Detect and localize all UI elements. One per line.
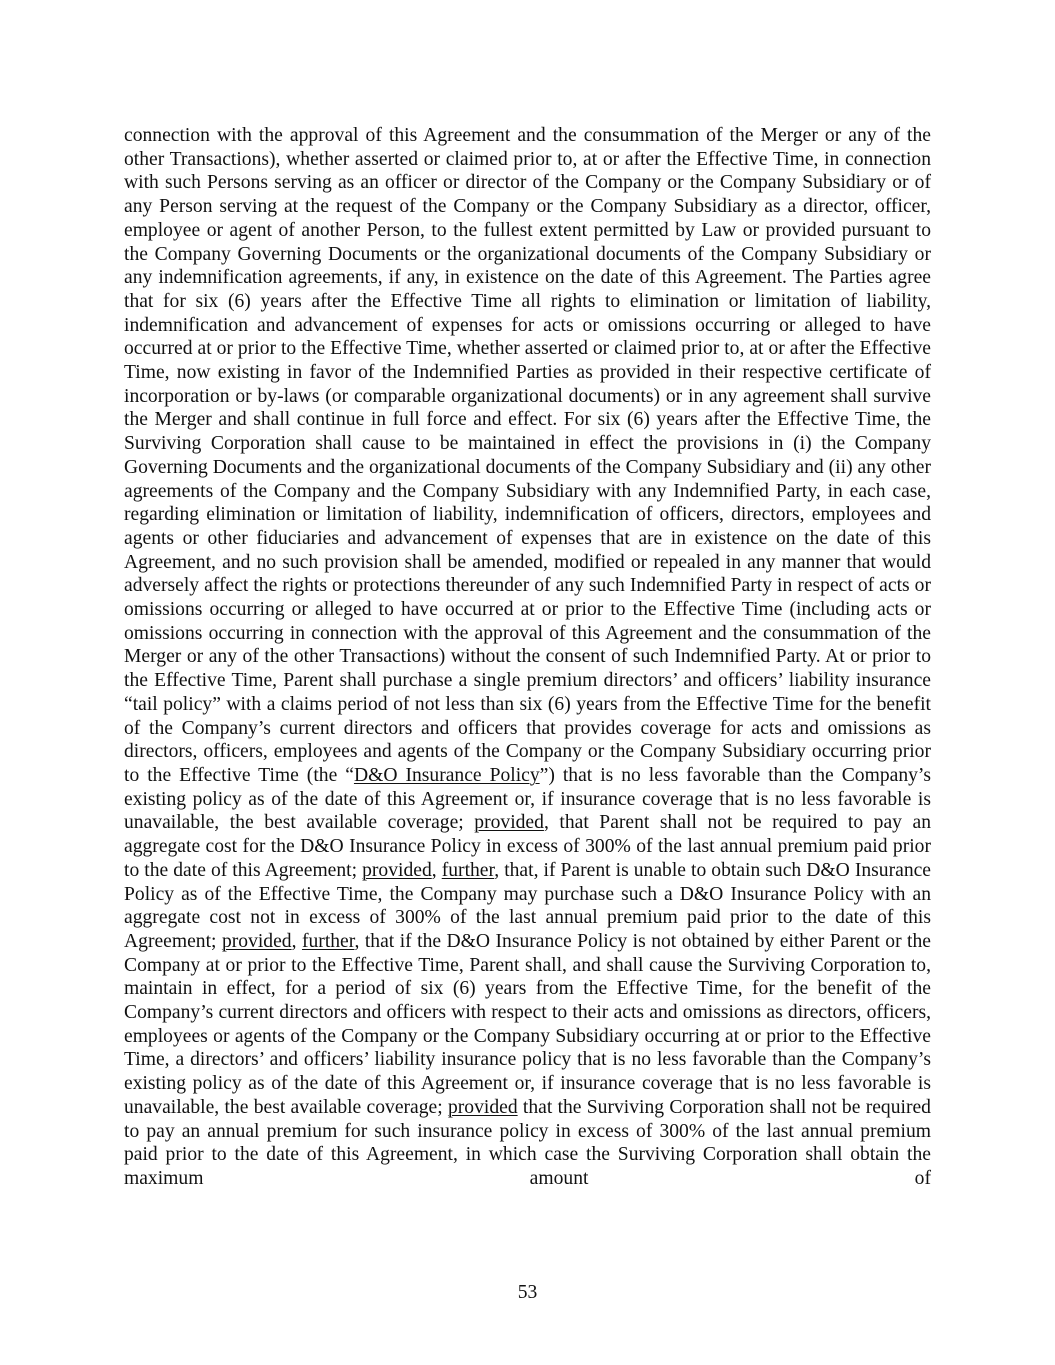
underlined-term-provided: provided (362, 859, 432, 881)
text-segment: , (431, 859, 442, 881)
page-number: 53 (517, 1282, 538, 1303)
text-segment: , that Parent shall not be required to pay an aggregate cost for the D&O Insurance Policy in excess of 300% of the last annual premium paid prior to the date of this Agreement; (124, 812, 931, 881)
body-paragraph (124, 124, 931, 1191)
text-segment: , that if the D&O Insurance Policy is not obtained by either Parent or the Company at or prior to the Effective Time, Parent shall, and shall cause the Surviving Corporation to, maintain in effect, for a period of six (6) years from the Effective Time, for the benefit of the Company’s current directors and officers with respect to their acts and omissions as directors, officers, employees or agents of the Company or the Company Subsidiary occurring at or prior to the Effective Time, a directors’ and officers’ liability insurance policy that is no less favorable than the Company’s existing policy as of the date of this Agreement or, if insurance coverage that is no less favorable is unavailable, the best available coverage; (124, 930, 931, 1118)
text-segment: , that, if Parent is unable to obtain such D&O Insurance Policy as of the Effective Time, the Company may purchase such a D&O Insurance Policy with an aggregate cost not in excess of 300% of the last annual premium paid prior to the date of this Agreement; (124, 859, 932, 952)
defined-term-do-insurance-policy: D&O Insurance Policy (353, 764, 540, 786)
underlined-term-further: further (301, 930, 355, 952)
text-segment: ”) that is no less favorable than the Company’s existing policy as of the date of this Agreement or, if insurance coverage that is no less favorable is unavailable, the best available coverage; (124, 764, 931, 834)
text-segment: , (291, 930, 302, 952)
underlined-term-provided: provided (221, 930, 292, 952)
underlined-term-further: further (441, 859, 495, 881)
text-segment: that the Surviving Corporation shall not be required to pay an annual premium for such insurance policy in excess of 300% of the last annual premium paid prior to the date of this Agreement, in which case the Surviving Corporation shall obtain the maximum amount of (124, 1096, 931, 1189)
underlined-term-provided: provided (474, 812, 544, 834)
underlined-term-provided: provided (447, 1096, 518, 1118)
text-segment: connection with the approval of this Agreement and the consummation of the Merger or any of the other Transactions), whether asserted or claimed prior to, at or after the Effective Time, in connection with such Persons serving as an officer or director of the Company or the Company Subsidiary or of any Person serving at the request of the Company or the Company Subsidiary as a director, officer, employee or agent of another Person, to the fullest extent permitted by Law or provided pursuant to the Company Governing Documents or the organizational documents of the Company Subsidiary or any indemnification agreements, if any, in existence on the date of this Agreement. The Parties agree that for six (6) years after the Effective Time all rights to elimination or limitation of liability, indemnification and advancement of expenses for acts or omissions occurring or alleged to have occurred at or prior to the Effective Time, whether asserted or claimed prior to, at or after the Effective Time, now existing in favor of the Indemnified Parties as provided in their respective certificate of incorporation or by-laws (or comparable organizational documents) or in any agreement shall survive the Merger and shall continue in full force and effect. For six (6) years after the Effective Time, the Surviving Corporation shall cause to be maintained in effect the provisions in (i) the Company Governing Documents and the organizational documents of the Company Subsidiary and (ii) any other agreements of the Company and the Company Subsidiary with any Indemnified Party, in each case, regarding elimination or limitation of liability, indemnification of officers, directors, employees and agents or other fiduciaries and advancement of expenses that are in existence on the date of this Agreement, and no such provision shall be amended, modified or repealed in any manner that would adversely affect the rights or protections thereunder of any such Indemnified Party in respect of acts or omissions occurring or alleged to have occurred at or prior to the Effective Time (including acts or omissions occurring in connection with the approval of this Agreement and the consummation of the Merger or any of the other Transactions) without the consent of such Indemnified Party. At or prior to the Effective Time, Parent shall purchase a single premium directors’ and officers’ liability insurance “tail policy” with a claims period of not less than six (6) years from the Effective Time for the benefit of the Company’s current directors and officers that provides coverage for acts and omissions as directors, officers, employees and agents of the Company or the Company Subsidiary occurring prior to the Effective Time (the “ (124, 125, 931, 786)
